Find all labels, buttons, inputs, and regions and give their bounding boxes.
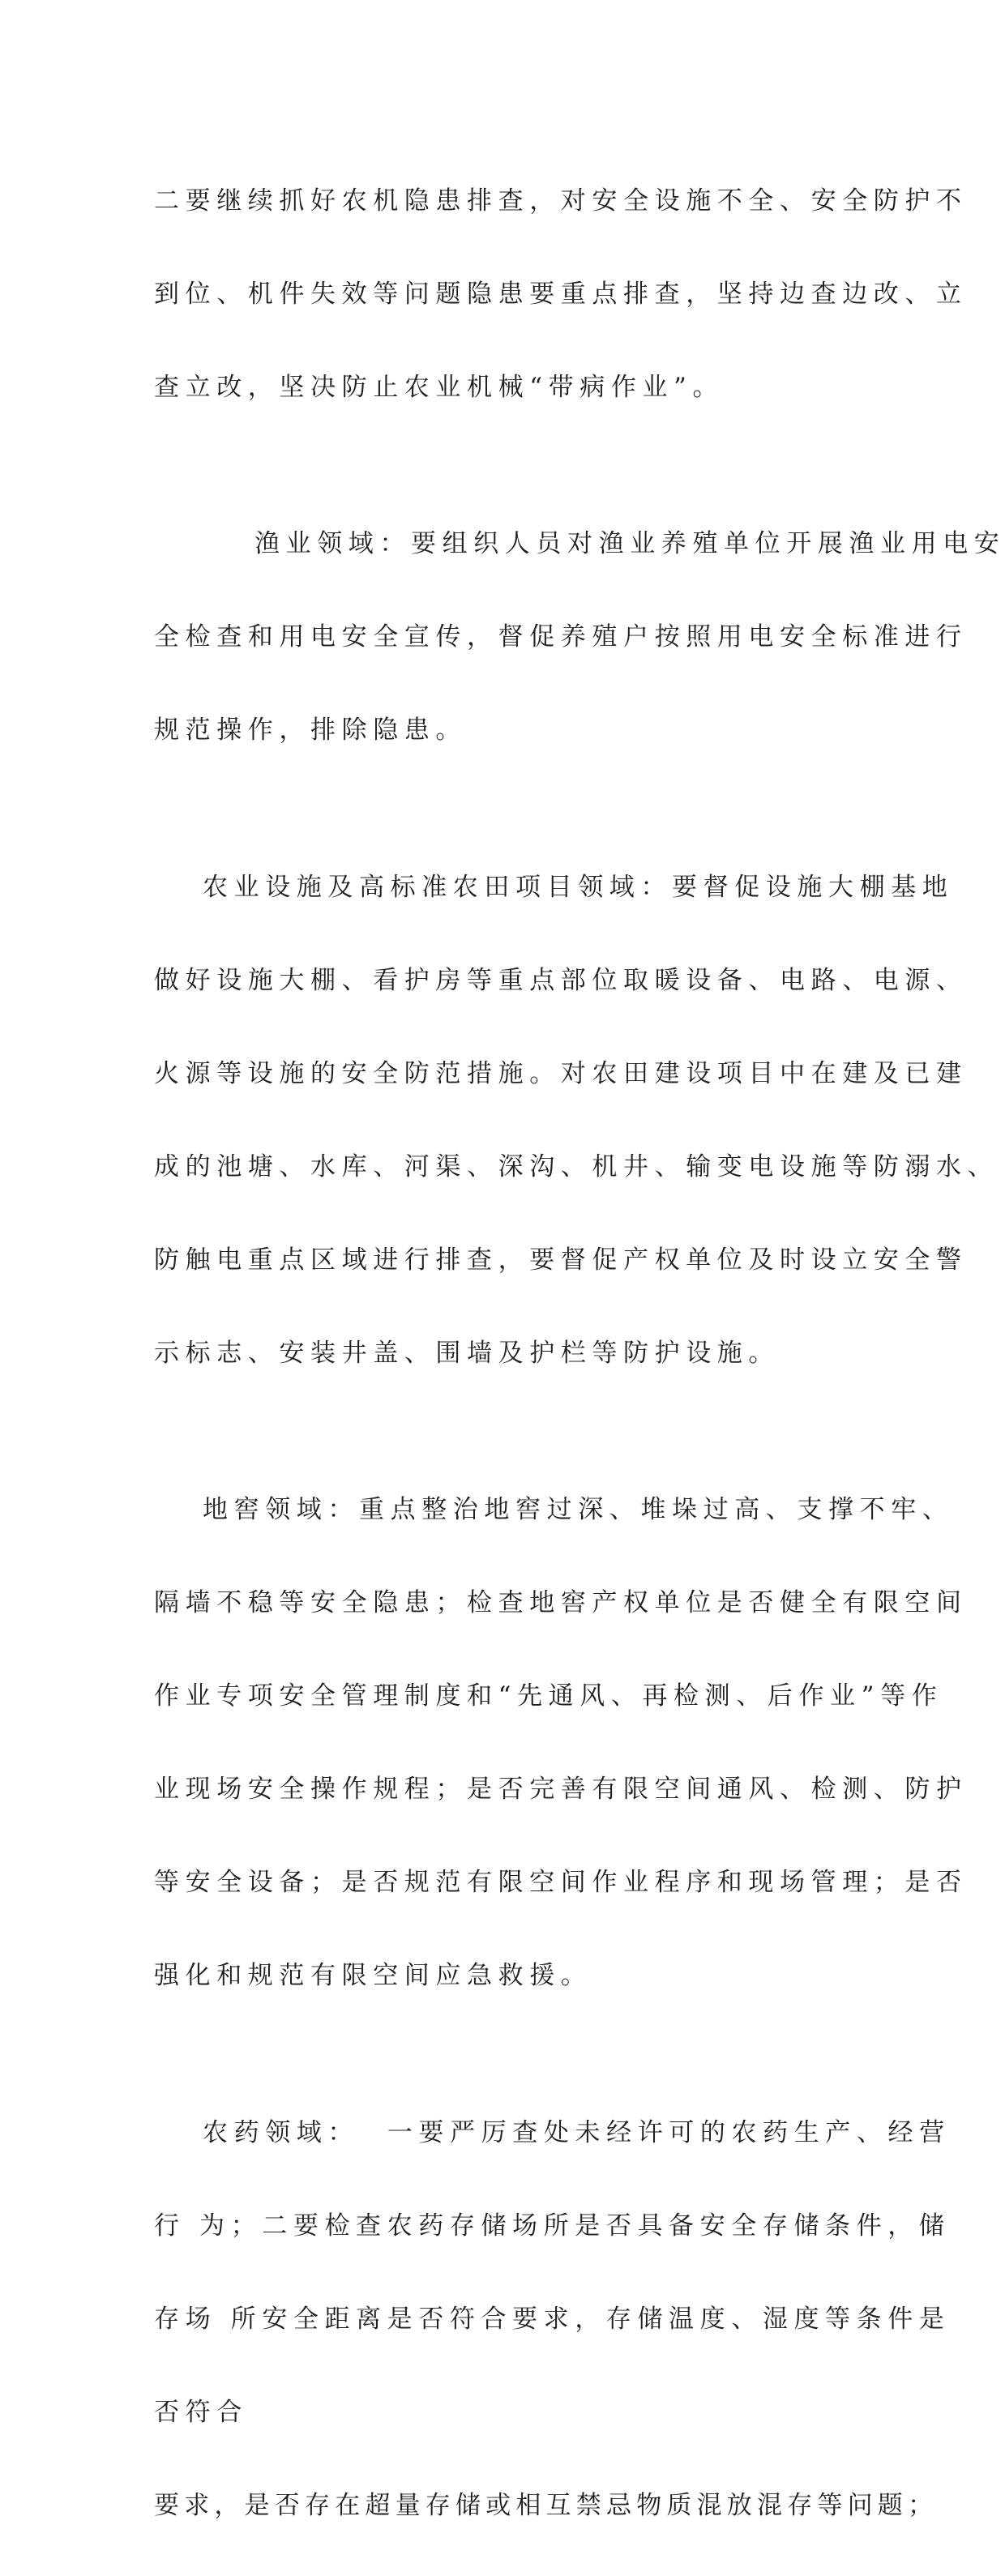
- text-line: 行 为；二要检查农药存储场所是否具备安全存储条件，储: [154, 2211, 951, 2241]
- text-line: 强化和规范有限空间应急救援。: [154, 1961, 592, 1990]
- text-line: 成的池塘、水库、河渠、深沟、机井、输变电设施等防溺水、: [154, 1151, 999, 1181]
- text-line: 规范操作，排除隐患。: [154, 716, 467, 745]
- paragraph-agricultural-facilities: [154, 818, 999, 1424]
- paragraph-farm-machinery: [154, 131, 968, 458]
- text-line: 农业设施及高标准农田项目领域：要督促设施大棚基地: [203, 872, 954, 902]
- text-line: 隔墙不稳等安全隐患；检查地窖产权单位是否健全有限空间: [154, 1588, 968, 1617]
- paragraph-fishery: [154, 475, 1005, 801]
- text-line: 火源等设施的安全防范措施。对农田建设项目中在建及已建: [154, 1058, 968, 1088]
- text-line: 防触电重点区域进行排查，要督促产权单位及时设立安全警: [154, 1245, 968, 1275]
- paragraph-cellar: [154, 1441, 968, 2047]
- text-line: 渔业领域：要组织人员对渔业养殖单位开展渔业用电安: [254, 529, 1005, 558]
- document-body: [154, 131, 1005, 2576]
- text-line: 二要继续抓好农机隐患排查，对安全设施不全、安全防护不: [154, 186, 968, 216]
- text-line: 等安全设备；是否规范有限空间作业程序和现场管理；是否: [154, 1868, 968, 1897]
- text-line: 全检查和用电安全宣传，督促养殖户按照用电安全标准进行: [154, 622, 968, 651]
- text-line: 示标志、安装井盖、围墙及护栏等防护设施。: [154, 1338, 780, 1368]
- text-line: 存场 所安全距离是否符合要求，存储温度、湿度等条件是: [154, 2304, 951, 2334]
- text-line: 要求，是否存在超量存储或相互禁忌物质混放混存等问题；: [154, 2490, 939, 2520]
- text-line: 做好设施大棚、看护房等重点部位取暖设备、电路、电源、: [154, 965, 968, 995]
- text-line: 到位、机件失效等问题隐患要重点排查，坚持边查边改、立: [154, 279, 968, 309]
- text-line: 否符合: [154, 2397, 248, 2427]
- text-line: 农药领域： 一要严厉查处未经许可的农药生产、经营: [203, 2117, 951, 2147]
- text-line: 作业专项安全管理制度和“先通风、再检测、后作业”等作: [154, 1681, 943, 1711]
- text-line: 地窖领域：重点整治地窖过深、堆垛过高、支撑不牢、: [203, 1495, 954, 1524]
- text-line: 业现场安全操作规程；是否完善有限空间通风、检测、防护: [154, 1775, 968, 1804]
- text-line: 查立改，坚决防止农业机械“带病作业”。: [154, 372, 725, 402]
- paragraph-pesticide: [154, 2063, 951, 2576]
